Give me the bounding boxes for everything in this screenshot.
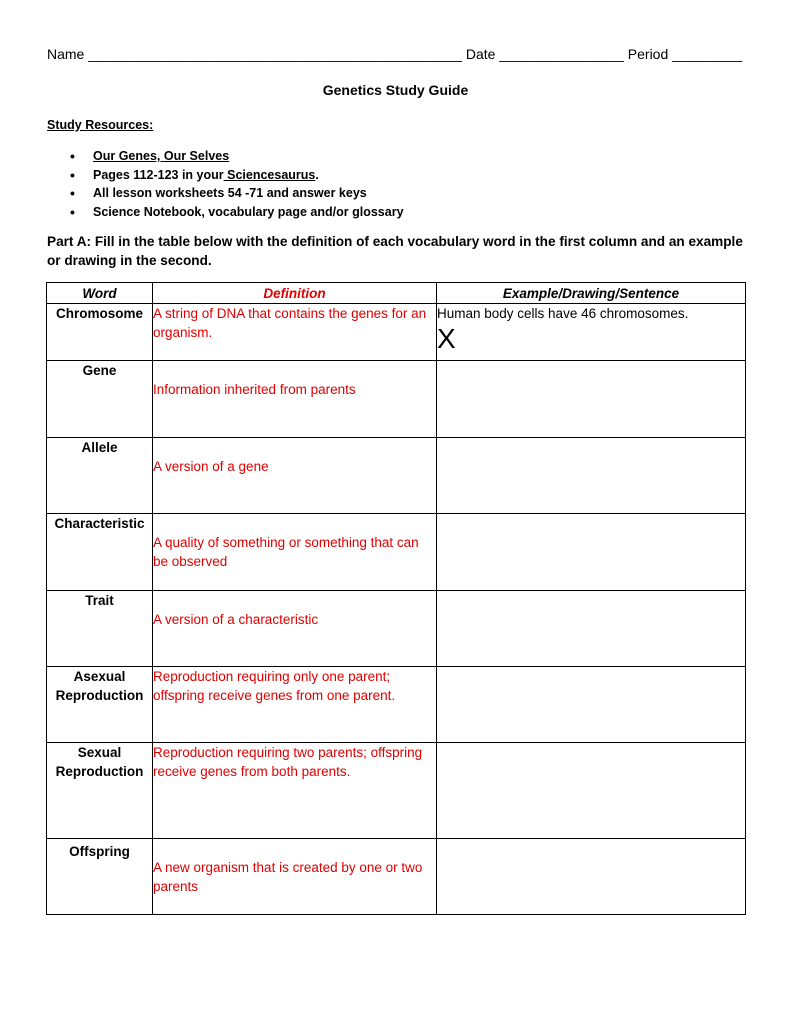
word-cell: Allele [47,438,153,514]
list-item [70,166,404,185]
list-item [70,203,404,222]
column-header-definition: Definition [153,283,437,304]
drawing-mark: X [437,323,456,354]
example-cell[interactable] [437,438,746,514]
word-cell: Gene [47,361,153,438]
word-cell: Offspring [47,839,153,915]
example-cell[interactable] [437,514,746,591]
resource-notebook: Science Notebook, vocabulary page and/or glossary [93,204,404,219]
definition-cell: A new organism that is created by one or two parents [153,839,437,915]
definition-cell: Reproduction requiring only one parent; offspring receive genes from one parent. [153,667,437,743]
table-row [47,591,746,667]
resource-book-title: Our Genes, Our Selves [93,149,230,163]
list-item [70,184,404,203]
example-sentence: Human body cells have 46 chromosomes. [437,306,689,321]
table-row [47,743,746,839]
definition-cell: A version of a characteristic [153,591,437,667]
name-date-period-line: Name ________________________________________________ Date ________________ Period _________ [47,46,743,62]
table-header-row [47,283,746,304]
table-row [47,304,746,361]
example-cell [437,304,746,361]
example-cell[interactable] [437,839,746,915]
table-row [47,667,746,743]
word-cell: Asexual Reproduction [47,667,153,743]
column-header-example: Example/Drawing/Sentence [437,283,746,304]
definition-cell: Information inherited from parents [153,361,437,438]
page-title: Genetics Study Guide [322,82,469,98]
word-cell: Chromosome [47,304,153,361]
definition-cell: A version of a gene [153,438,437,514]
part-a-instructions: Part A: Fill in the table below with the definition of each vocabulary word in the first column and an example or drawing in the second. [47,234,743,268]
word-cell: Sexual Reproduction [47,743,153,839]
resource-worksheets: All lesson worksheets 54 -71 and answer keys [93,186,367,200]
definition-cell: Reproduction requiring two parents; offspring receive genes from both parents. [153,743,437,839]
study-resources-list [70,147,404,221]
example-cell[interactable] [437,361,746,438]
example-cell[interactable] [437,743,746,839]
vocabulary-table [46,282,746,915]
table-row [47,839,746,915]
example-cell[interactable] [437,591,746,667]
list-item [70,147,404,166]
example-cell[interactable] [437,667,746,743]
table-row [47,438,746,514]
resource-pages-prefix: Pages 112-123 in your [93,167,224,182]
word-cell: Characteristic [47,514,153,591]
column-header-word: Word [47,283,153,304]
word-cell: Trait [47,591,153,667]
resource-sciencesaurus: Sciencesaurus [223,167,316,182]
definition-cell: A quality of something or something that can be observed [153,514,437,591]
study-resources-heading: Study Resources: [47,118,154,132]
resource-pages-suffix: . [315,167,319,182]
definition-cell: A string of DNA that contains the genes for an organism. [153,304,437,361]
table-row [47,361,746,438]
table-row [47,514,746,591]
